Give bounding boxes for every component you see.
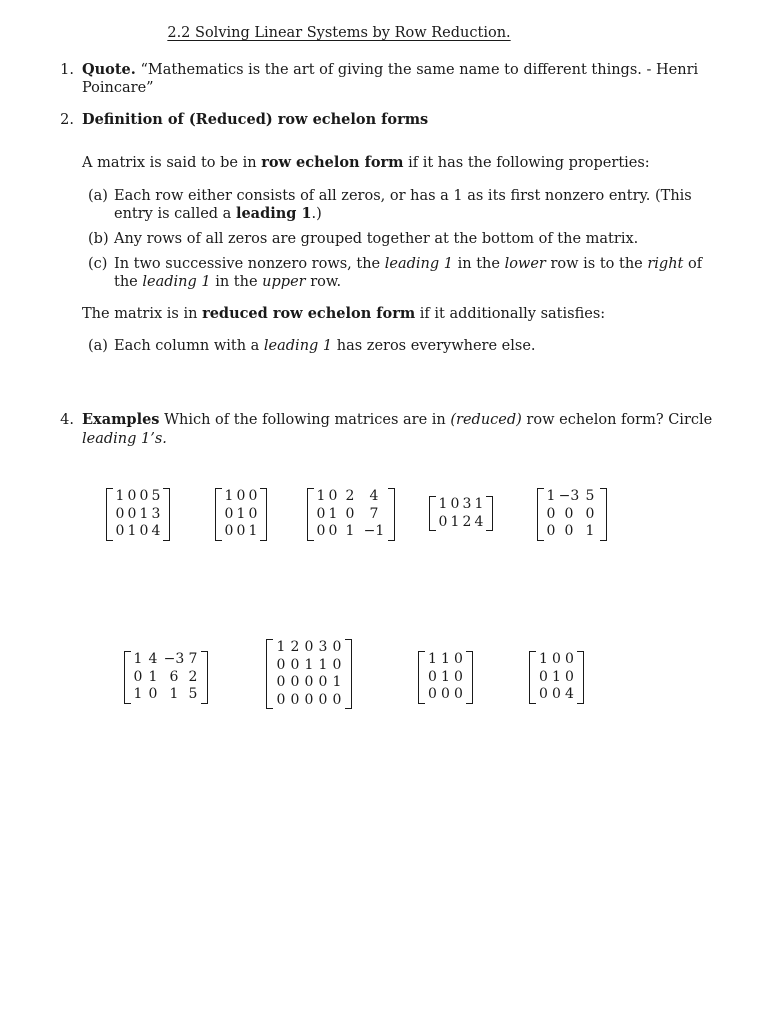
matrix-entry: 0: [345, 505, 355, 522]
matrix-row: [545, 488, 599, 506]
ref-intro-post: if it has the following properties:: [403, 155, 650, 171]
matrix-entry: 0: [438, 513, 448, 530]
matrix-entry: 1: [133, 651, 143, 667]
prop-b-text: Any rows of all zeros are grouped together at the bottom of the matrix.: [114, 231, 639, 247]
prop-a-label: (a): [88, 188, 108, 204]
matrix-entry: 1: [224, 488, 234, 504]
right-bracket: [486, 496, 493, 531]
matrix-entry: 0: [441, 686, 450, 702]
matrix-entry: 0: [539, 668, 548, 685]
left-bracket: [266, 639, 273, 709]
rref-prop-text-2: has zeros everywhere else.: [332, 338, 536, 354]
prop-c-emph-4: leading 1: [142, 274, 211, 290]
matrix-row: [537, 651, 576, 669]
right-bracket: [345, 639, 352, 709]
prop-c-emph-5: upper: [262, 274, 306, 290]
matrix-entry: 1: [328, 505, 338, 522]
page-title: 2.2 Solving Linear Systems by Row Reduction.: [167, 25, 511, 41]
matrix-3: [307, 488, 395, 541]
matrix-entry: 0: [148, 686, 158, 702]
matrix-entry: 2: [290, 639, 300, 655]
matrix-entry: 0: [127, 505, 137, 522]
matrix-entry: 0: [276, 691, 286, 708]
matrix-row: [132, 669, 200, 687]
rref-prop-text-1: Each column with a: [114, 338, 264, 354]
matrix-entry: −3: [163, 651, 185, 667]
left-bracket: [429, 496, 436, 531]
examples-emph-2: leading 1’s.: [82, 431, 167, 447]
matrix-entry: 1: [304, 656, 314, 673]
matrix-8: [418, 651, 473, 704]
matrix-row: [537, 686, 576, 704]
right-bracket: [260, 488, 267, 541]
matrix-entry: 3: [462, 496, 472, 512]
matrix-entry: 1: [441, 651, 450, 667]
prop-b-label: (b): [88, 231, 109, 247]
prop-c-text-6: in the: [210, 274, 263, 290]
matrix-body: [131, 651, 201, 704]
matrix-row: [315, 506, 387, 524]
item-number-2: 2.: [60, 112, 74, 128]
matrix-body: [273, 639, 345, 709]
matrix-entry: 0: [236, 523, 246, 539]
matrix-entry: 4: [369, 488, 379, 504]
matrix-entry: 6: [169, 668, 179, 685]
matrix-entry: 0: [276, 674, 286, 690]
matrix-entry: 0: [139, 488, 149, 504]
matrix-entry: 0: [565, 668, 574, 685]
matrix-entry: 0: [546, 523, 556, 539]
matrix-entry: 4: [565, 686, 574, 702]
matrix-entry: 1: [428, 651, 437, 667]
matrix-entry: 0: [248, 488, 258, 504]
matrix-entry: 0: [224, 505, 234, 522]
matrix-row: [274, 674, 344, 692]
quote-text-2: Poincare”: [82, 80, 154, 96]
right-bracket: [466, 651, 473, 704]
matrix-row: [315, 488, 387, 506]
matrix-entry: 0: [236, 488, 246, 504]
matrix-entry: 0: [318, 691, 328, 708]
matrix-entry: 1: [318, 656, 328, 673]
prop-a-line-2-pre: entry is called a: [114, 206, 236, 222]
matrix-row: [223, 523, 259, 541]
matrix-entry: 1: [236, 505, 246, 522]
matrix-entry: 0: [332, 639, 342, 655]
definition-heading: Definition of (Reduced) row echelon forms: [82, 111, 429, 128]
matrix-entry: 0: [133, 668, 143, 685]
matrix-row: [274, 657, 344, 675]
matrix-row: [315, 523, 387, 541]
right-bracket: [388, 488, 395, 541]
matrix-entry: 0: [139, 523, 149, 539]
quote-text-1: “Mathematics is the art of giving the same name to different things. - Henri: [140, 62, 699, 78]
examples-heading: Examples: [82, 411, 160, 428]
prop-a-line-1: Each row either consists of all zeros, or has a 1 as its first nonzero entry. (This: [114, 188, 692, 204]
matrix-body: [436, 496, 486, 531]
quote-heading: Quote.: [82, 61, 136, 78]
ref-intro-term: row echelon form: [261, 154, 404, 171]
matrix-entry: 0: [328, 523, 338, 539]
matrix-entry: 0: [585, 505, 595, 522]
matrix-row: [426, 669, 465, 687]
matrix-entry: 1: [345, 523, 355, 539]
matrix-row: [537, 669, 576, 687]
matrix-entry: 0: [290, 674, 300, 690]
matrix-entry: 0: [115, 505, 125, 522]
matrix-entry: 5: [585, 488, 595, 504]
matrix-entry: 1: [133, 686, 143, 702]
matrix-row: [274, 639, 344, 657]
matrix-entry: 0: [454, 668, 463, 685]
rref-intro-post: if it additionally satisfies:: [415, 306, 606, 322]
prop-c-line-2: [114, 273, 341, 291]
matrix-5: [537, 488, 607, 541]
matrix-row: [426, 651, 465, 669]
right-bracket: [577, 651, 584, 704]
matrix-entry: 1: [276, 639, 286, 655]
matrix-body: [544, 488, 600, 541]
matrix-entry: 1: [539, 651, 548, 667]
matrix-entry: 0: [564, 505, 574, 522]
matrix-entry: 5: [188, 686, 198, 702]
matrix-entry: 0: [454, 686, 463, 702]
matrix-entry: 1: [585, 523, 595, 539]
matrix-row: [114, 523, 162, 541]
matrix-entry: 1: [127, 523, 137, 539]
matrix-body: [425, 651, 466, 704]
matrix-entry: 1: [248, 523, 258, 539]
matrix-9: [529, 651, 584, 704]
matrix-entry: 1: [139, 505, 149, 522]
matrix-entry: 2: [345, 488, 355, 504]
matrix-entry: 0: [332, 656, 342, 673]
matrix-body: [314, 488, 388, 541]
examples-line-1: [82, 411, 712, 429]
matrix-entry: 3: [318, 639, 328, 655]
prop-a-term: leading 1: [235, 205, 312, 222]
prop-c-text-2: in the: [453, 256, 505, 272]
prop-c-text-5: the: [114, 274, 143, 290]
matrix-entry: 0: [565, 651, 574, 667]
right-bracket: [201, 651, 208, 704]
matrix-entry: −3: [558, 488, 580, 504]
prop-c-label: (c): [88, 256, 108, 272]
prop-a-line-2: [114, 205, 322, 223]
prop-c-emph-3: right: [647, 256, 684, 272]
prop-c-line-1: [114, 255, 702, 273]
matrix-row: [223, 488, 259, 506]
matrix-entry: 0: [428, 686, 437, 702]
rref-prop-emph: leading 1: [263, 338, 333, 354]
item-number-1: 1.: [60, 62, 74, 78]
matrix-entry: 0: [290, 691, 300, 708]
matrix-entry: 0: [290, 656, 300, 673]
matrix-entry: 1: [438, 496, 448, 512]
matrix-entry: 4: [151, 523, 161, 539]
matrix-entry: −1: [363, 523, 385, 539]
left-bracket: [106, 488, 113, 541]
left-bracket: [529, 651, 536, 704]
ref-intro-pre: A matrix is said to be in: [82, 155, 262, 171]
matrix-entry: 0: [539, 686, 548, 702]
rref-intro-term: reduced row echelon form: [202, 305, 416, 322]
left-bracket: [418, 651, 425, 704]
prop-a-line-2-post: .): [311, 206, 322, 222]
matrix-entry: 1: [148, 668, 158, 685]
prop-c-text-1: In two successive nonzero rows, the: [114, 256, 385, 272]
left-bracket: [124, 651, 131, 704]
matrix-entry: 0: [304, 691, 314, 708]
matrix-entry: 1: [332, 674, 342, 690]
matrix-entry: 0: [224, 523, 234, 539]
examples-emph-1: (reduced): [450, 412, 522, 428]
left-bracket: [215, 488, 222, 541]
rref-intro-pre: The matrix is in: [82, 306, 203, 322]
right-bracket: [600, 488, 607, 541]
matrix-1: [106, 488, 170, 541]
matrix-row: [437, 514, 485, 532]
rref-prop-label: (a): [88, 338, 108, 354]
matrix-entry: 0: [450, 496, 460, 512]
matrix-entry: 7: [188, 651, 198, 667]
matrix-row: [545, 506, 599, 524]
matrix-7: [266, 639, 352, 709]
matrix-row: [114, 488, 162, 506]
matrix-entry: 0: [454, 651, 463, 667]
ref-intro: [82, 154, 650, 172]
matrix-entry: 0: [304, 674, 314, 690]
matrix-entry: 0: [127, 488, 137, 504]
matrix-entry: 1: [474, 496, 484, 512]
prop-c-emph-1: leading 1: [384, 256, 453, 272]
matrix-row: [426, 686, 465, 704]
matrix-entry: 1: [316, 488, 326, 504]
matrix-entry: 0: [316, 505, 326, 522]
matrix-entry: 7: [369, 505, 379, 522]
matrix-entry: 1: [169, 686, 179, 702]
matrix-row: [274, 692, 344, 710]
matrix-row: [223, 506, 259, 524]
matrix-row: [132, 651, 200, 669]
matrix-entry: 0: [564, 523, 574, 539]
matrix-entry: 0: [248, 505, 258, 522]
matrix-row: [437, 496, 485, 514]
left-bracket: [307, 488, 314, 541]
matrix-entry: 1: [441, 668, 450, 685]
prop-c-emph-2: lower: [504, 256, 546, 272]
examples-text-1: Which of the following matrices are in: [159, 412, 451, 428]
matrix-6: [124, 651, 208, 704]
left-bracket: [537, 488, 544, 541]
matrix-entry: 2: [188, 668, 198, 685]
matrix-entry: 4: [474, 513, 484, 530]
matrix-body: [536, 651, 577, 704]
matrix-entry: 0: [428, 668, 437, 685]
matrix-entry: 1: [552, 668, 561, 685]
matrix-entry: 2: [462, 513, 472, 530]
matrix-2: [215, 488, 267, 541]
rref-prop-text: [114, 337, 536, 355]
matrix-entry: 0: [316, 523, 326, 539]
matrix-entry: 4: [148, 651, 158, 667]
prop-c-text-7: row.: [305, 274, 342, 290]
matrix-entry: 0: [318, 674, 328, 690]
quote-line-1: [82, 61, 698, 79]
matrix-entry: 1: [450, 513, 460, 530]
matrix-body: [113, 488, 163, 541]
matrix-row: [132, 686, 200, 704]
matrix-entry: 0: [552, 651, 561, 667]
matrix-row: [114, 506, 162, 524]
rref-intro: [82, 305, 605, 323]
matrix-entry: 0: [328, 488, 338, 504]
matrix-row: [545, 523, 599, 541]
examples-text-2: row echelon form? Circle: [521, 412, 713, 428]
matrix-body: [222, 488, 260, 541]
item-number-4: 4.: [60, 412, 74, 428]
matrix-entry: 0: [304, 639, 314, 655]
right-bracket: [163, 488, 170, 541]
prop-c-text-4: of: [683, 256, 703, 272]
matrix-entry: 3: [151, 505, 161, 522]
matrix-entry: 0: [332, 691, 342, 708]
matrix-entry: 0: [276, 656, 286, 673]
matrix-entry: 0: [546, 505, 556, 522]
matrix-entry: 5: [151, 488, 161, 504]
matrix-entry: 0: [115, 523, 125, 539]
matrix-entry: 0: [552, 686, 561, 702]
matrix-entry: 1: [115, 488, 125, 504]
prop-c-text-3: row is to the: [545, 256, 648, 272]
matrix-4: [429, 496, 493, 531]
matrix-entry: 1: [546, 488, 556, 504]
